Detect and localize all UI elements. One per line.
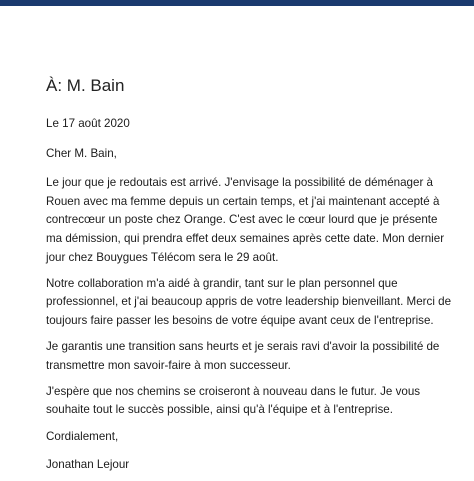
letter-closing: Cordialement,: [46, 429, 119, 443]
letter-signature: Jonathan Lejour: [46, 458, 130, 472]
letter-paragraph: Je garantis une transition sans heurts et je serais ravi d'avoir la possibilité de transmettre mon savoir-faire à mon successeur.: [46, 339, 440, 372]
letter-recipient: À: M. Bain: [46, 76, 125, 95]
letter-date: Le 17 août 2020: [46, 117, 130, 130]
resignation-letter: [46, 74, 456, 475]
top-accent-bar: [0, 0, 474, 6]
letter-paragraph: Le jour que je redoutais est arrivé. J'envisage la possibilité de déménager à Rouen avec ma femme depuis un certain temps, et j'ai maintenant accepté à contrecœur un poste chez Orange. C'est avec le cœur lourd que je présente ma démission, qui prendra effet deux semaines après cette date. Mon dernier jour chez Bouygues Télécom sera le 29 août.: [46, 176, 445, 264]
letter-paragraph: J'espère que nos chemins se croiseront à nouveau dans le futur. Je vous souhaite tout le succès possible, ainsi qu'à l'équipe et à l'entreprise.: [46, 384, 421, 417]
letter-paragraph: Notre collaboration m'a aidé à grandir, tant sur le plan personnel que professionnel, et j'ai beaucoup appris de votre leadership bienveillant. Merci de toujours faire passer les besoins de votre équipe avant ceux de l'entreprise.: [46, 276, 452, 327]
letter-body: [46, 115, 456, 475]
letter-greeting: Cher M. Bain,: [46, 146, 117, 160]
